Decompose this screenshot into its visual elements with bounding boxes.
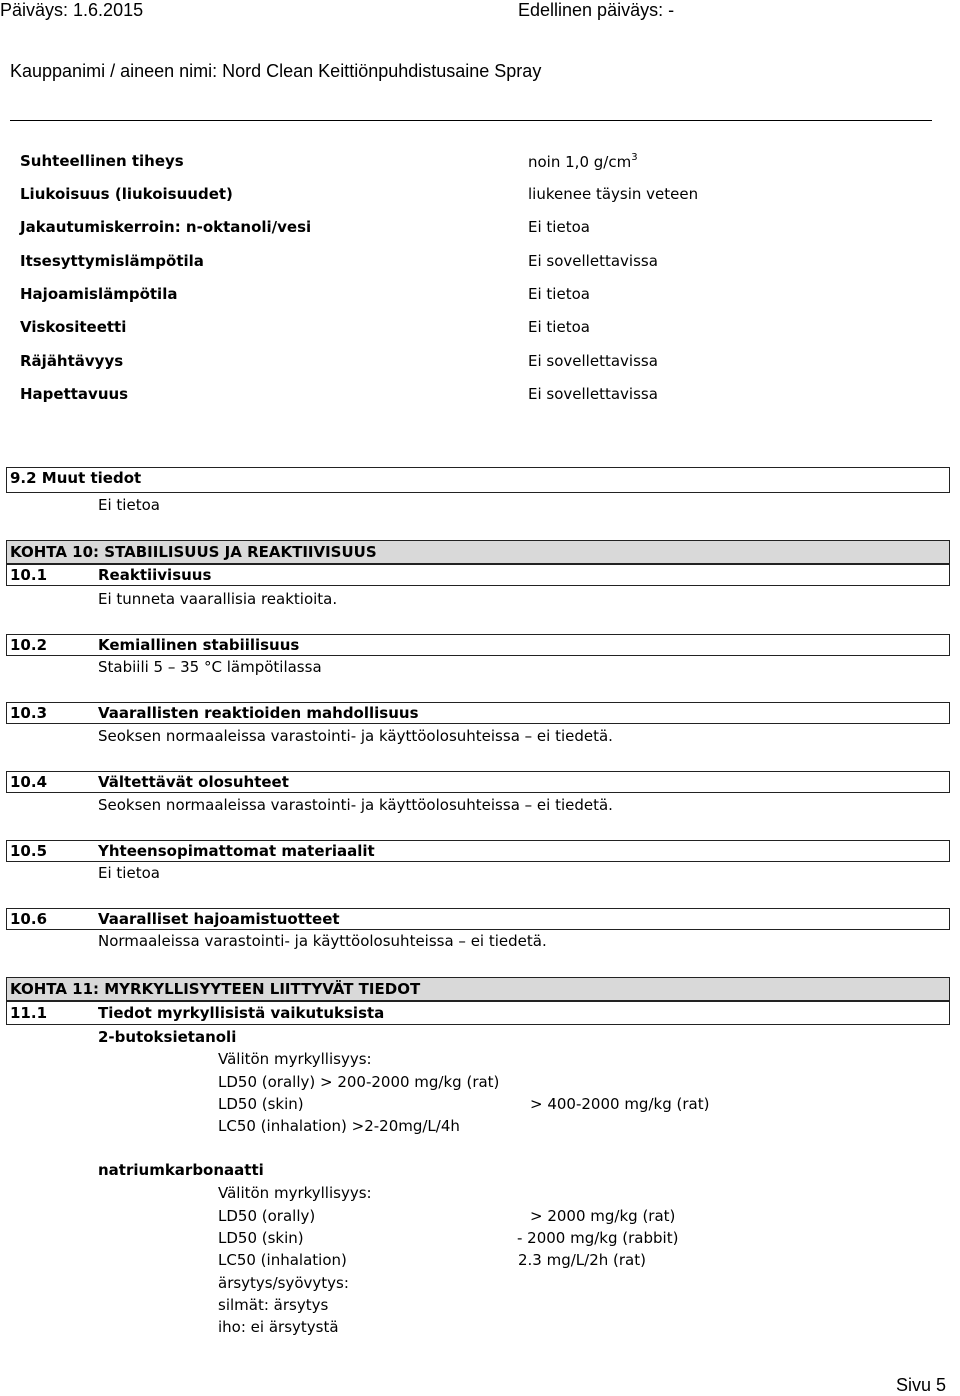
subsection-title: Vältettävät olosuhteet bbox=[98, 773, 289, 791]
ld50-skin: LD50 (skin) bbox=[218, 1095, 304, 1113]
section-title: 9.2 Muut tiedot bbox=[10, 469, 142, 487]
header-rule bbox=[10, 120, 932, 121]
subsection-10-2-header bbox=[6, 634, 950, 656]
ld50-skin-value: > 400-2000 mg/kg (rat) bbox=[530, 1095, 710, 1113]
acute-toxicity-label: Välitön myrkyllisyys: bbox=[218, 1050, 372, 1068]
subsection-text: Ei tunneta vaarallisia reaktioita. bbox=[98, 590, 338, 608]
product-name: Kauppanimi / aineen nimi: Nord Clean Keittiönpuhdistusaine Spray bbox=[10, 61, 542, 81]
subsection-text: Seoksen normaaleissa varastointi- ja käyttöolosuhteissa – ei tiedetä. bbox=[98, 796, 613, 814]
property-label: Jakautumiskerroin: n-oktanoli/vesi bbox=[20, 218, 312, 236]
previous-date: Edellinen päiväys: - bbox=[518, 0, 675, 20]
section-title: KOHTA 11: MYRKYLLISYYTEEN LIITTYVÄT TIEDOT bbox=[10, 980, 421, 998]
subsection-text: Normaaleissa varastointi- ja käyttöolosuhteissa – ei tiedetä. bbox=[98, 932, 547, 950]
subsection-title: Kemiallinen stabiilisuus bbox=[98, 636, 300, 654]
property-value: liukenee täysin veteen bbox=[528, 185, 699, 203]
subsection-10-3-header bbox=[6, 702, 950, 724]
property-label: Hapettavuus bbox=[20, 385, 129, 403]
subsection-number: 10.3 bbox=[10, 704, 48, 722]
subsection-10-4-header bbox=[6, 771, 950, 793]
subsection-text: Ei tietoa bbox=[98, 864, 160, 882]
subsection-number: 11.1 bbox=[10, 1004, 48, 1022]
property-value: Ei sovellettavissa bbox=[528, 252, 658, 270]
subsection-title: Yhteensopimattomat materiaalit bbox=[98, 842, 375, 860]
subsection-10-6-header bbox=[6, 908, 950, 930]
substance-name: natriumkarbonaatti bbox=[98, 1161, 264, 1179]
property-label: Räjähtävyys bbox=[20, 352, 124, 370]
ld50-skin-value: - 2000 mg/kg (rabbit) bbox=[517, 1229, 679, 1247]
subsection-10-5-header bbox=[6, 840, 950, 862]
property-label: Hajoamislämpötila bbox=[20, 285, 178, 303]
subsection-number: 10.6 bbox=[10, 910, 48, 928]
property-label: Suhteellinen tiheys bbox=[20, 152, 184, 170]
ld50-skin: LD50 (skin) bbox=[218, 1229, 304, 1247]
property-value: noin 1,0 $g/cm^3$ bbox=[528, 152, 638, 171]
property-value: Ei sovellettavissa bbox=[528, 385, 658, 403]
property-value: Ei tietoa bbox=[528, 318, 590, 336]
property-label: Itsesyttymislämpötila bbox=[20, 252, 204, 270]
subsection-text: Seoksen normaaleissa varastointi- ja käyttöolosuhteissa – ei tiedetä. bbox=[98, 727, 613, 745]
subsection-title: Vaaralliset hajoamistuotteet bbox=[98, 910, 340, 928]
page-number: Sivu 5 bbox=[896, 1375, 947, 1395]
ld50-oral: LD50 (orally) bbox=[218, 1207, 316, 1225]
subsection-number: 10.5 bbox=[10, 842, 48, 860]
substance-name: 2-butoksietanoli bbox=[98, 1028, 237, 1046]
property-value: Ei tietoa bbox=[528, 285, 590, 303]
subsection-number: 10.4 bbox=[10, 773, 48, 791]
section-9-2-header bbox=[6, 467, 950, 493]
subsection-text: Stabiili 5 – 35 °C lämpötilassa bbox=[98, 658, 322, 676]
property-value: Ei tietoa bbox=[528, 218, 590, 236]
ld50-oral: LD50 (orally) > 200-2000 mg/kg (rat) bbox=[218, 1073, 500, 1091]
subsection-title: Reaktiivisuus bbox=[98, 566, 212, 584]
property-label: Viskositeetti bbox=[20, 318, 127, 336]
acute-toxicity-label: Välitön myrkyllisyys: bbox=[218, 1184, 372, 1202]
subsection-title: Tiedot myrkyllisistä vaikutuksista bbox=[98, 1004, 385, 1022]
property-value: Ei sovellettavissa bbox=[528, 352, 658, 370]
subsection-10-1-header bbox=[6, 564, 950, 586]
lc50-inhalation: LC50 (inhalation) >2-20mg/L/4h bbox=[218, 1117, 460, 1135]
lc50-inhalation: LC50 (inhalation) bbox=[218, 1251, 347, 1269]
irritation-label: ärsytys/syövytys: bbox=[218, 1274, 349, 1292]
ld50-oral-value: > 2000 mg/kg (rat) bbox=[530, 1207, 676, 1225]
property-label: Liukoisuus (liukoisuudet) bbox=[20, 185, 233, 203]
lc50-inhalation-value: 2.3 mg/L/2h (rat) bbox=[518, 1251, 646, 1269]
subsection-number: 10.2 bbox=[10, 636, 48, 654]
subsection-title: Vaarallisten reaktioiden mahdollisuus bbox=[98, 704, 419, 722]
section-10-header bbox=[6, 540, 950, 564]
date: Päiväys: 1.6.2015 bbox=[0, 0, 144, 20]
section-text: Ei tietoa bbox=[98, 496, 160, 514]
section-title: KOHTA 10: STABIILISUUS JA REAKTIIVISUUS bbox=[10, 543, 377, 561]
eye-irritation: silmät: ärsytys bbox=[218, 1296, 329, 1314]
skin-irritation: iho: ei ärsytystä bbox=[218, 1318, 339, 1336]
section-11-header bbox=[6, 977, 950, 1001]
subsection-11-1-header bbox=[6, 1001, 950, 1025]
subsection-number: 10.1 bbox=[10, 566, 48, 584]
